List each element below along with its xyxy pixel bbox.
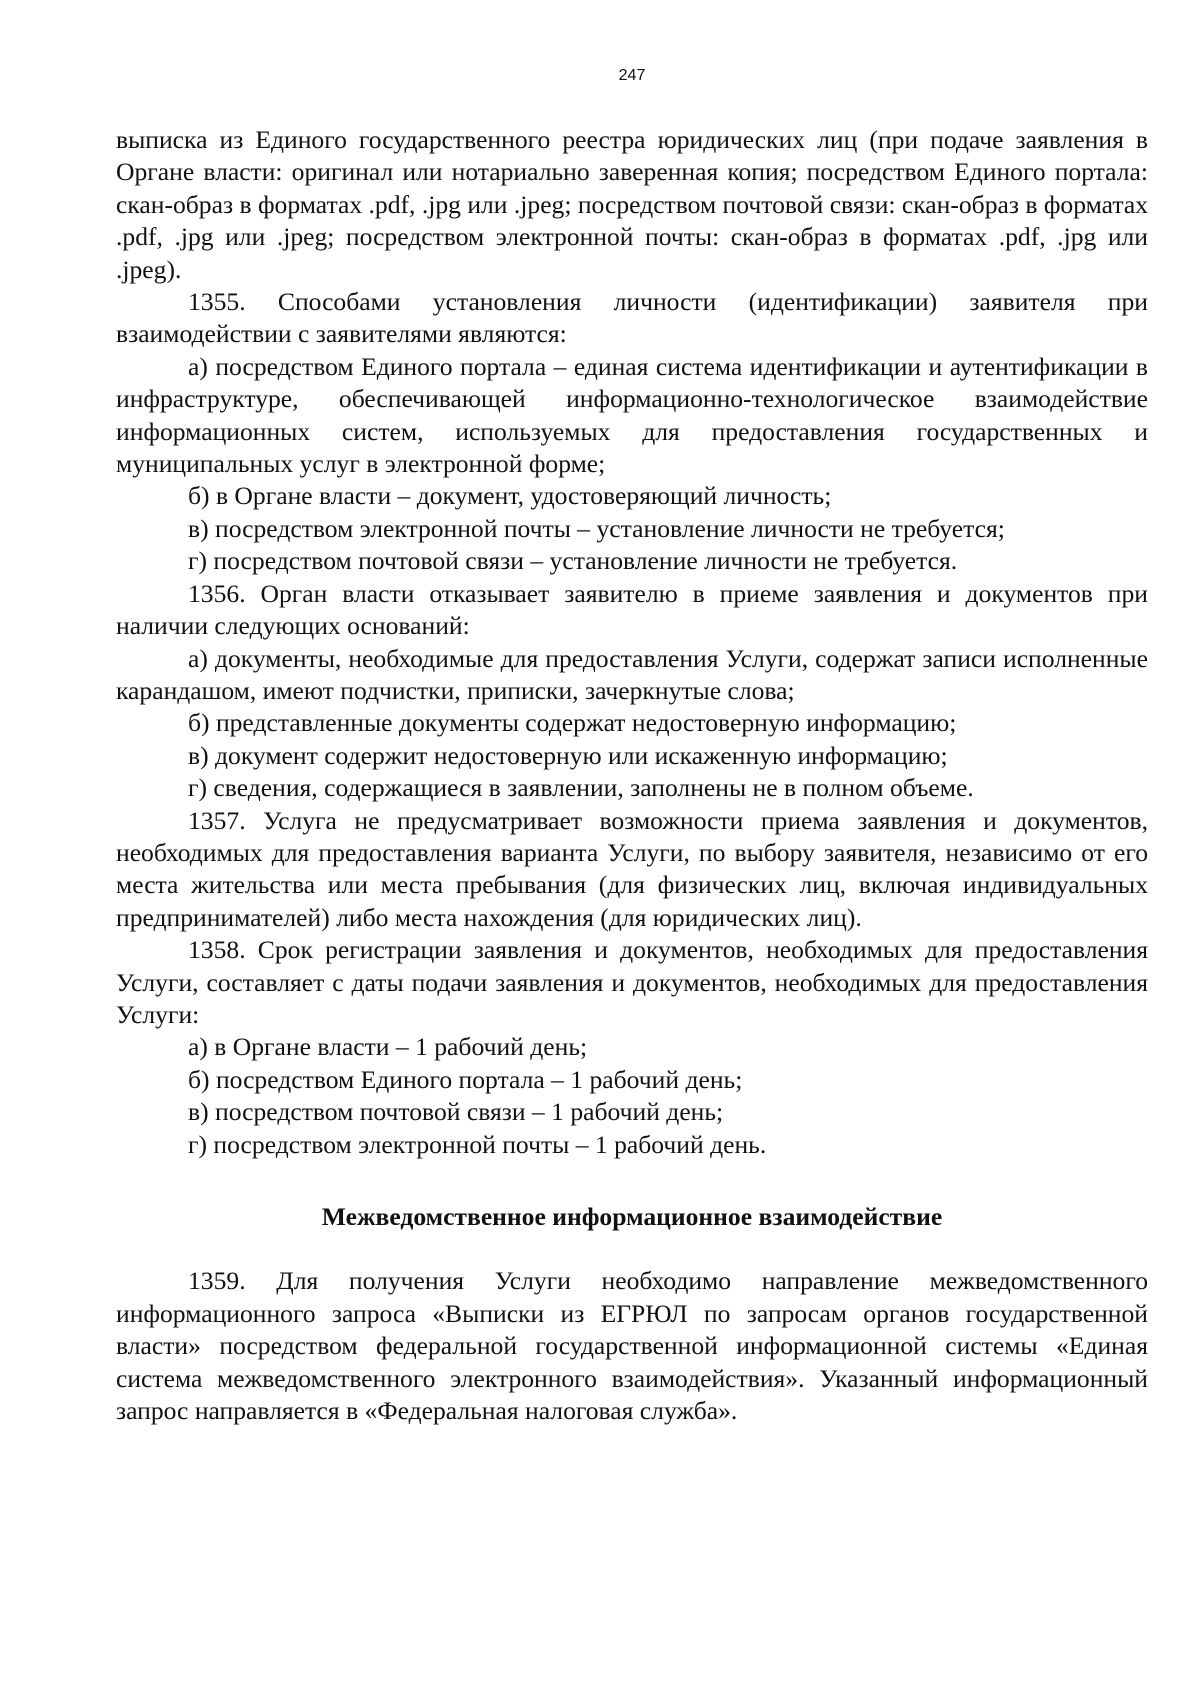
- list-item-1355-g: г) посредством почтовой связи – установление личности не требуется.: [188, 546, 958, 576]
- list-item-1355-b: б) в Органе власти – документ, удостоверяющий личность;: [188, 481, 832, 511]
- list-item-1355-a: а) посредством Единого портала – единая система идентификации и аутентификации в инфраструктуре, обеспечивающей информационно-технологическое взаимодействие информационных систем, используемых для предоставления государственных и муниципальных услуг в электронной форме;: [116, 351, 1148, 479]
- paragraph-1356: 1356. Орган власти отказывает заявителю в приеме заявления и документов при наличии следующих оснований:: [116, 578, 1148, 641]
- list-item-1355-v: в) посредством электронной почты – установление личности не требуется;: [188, 513, 1005, 543]
- list-item-1356-b: б) представленные документы содержат недостоверную информацию;: [188, 708, 957, 738]
- page-number: 247: [618, 67, 646, 84]
- list-item-1358-g: г) посредством электронной почты – 1 рабочий день.: [188, 1129, 767, 1159]
- list-item-1356-a: а) документы, необходимые для предоставления Услуги, содержат записи исполненные карандашом, имеют подчистки, приписки, зачеркнутые слова;: [116, 643, 1148, 705]
- paragraph-1357: 1357. Услуга не предусматривает возможности приема заявления и документов, необходимых для предоставления варианта Услуги, по выбору заявителя, независимо от его места жительства или места пребывания (для физических лиц, включая индивидуальных предпринимателей) либо места нахождения (для юридических лиц).: [116, 805, 1148, 932]
- paragraph-extract-egrul: выписка из Единого государственного реестра юридических лиц (при подаче заявления в Органе власти: оригинал или нотариально заверенная копия; посредством Единого портала: скан-образ в форматах .pdf, .jpg или .jpeg; посредством почтовой связи: скан-образ в форматах .pdf, .jpg или .jpeg; посредством электронной почты: скан-образ в форматах .pdf, .jpg или .jpeg).: [116, 125, 1149, 284]
- list-item-1358-b: б) посредством Единого портала – 1 рабочий день;: [188, 1064, 743, 1094]
- section-heading: Межведомственное информационное взаимодействие: [321, 1202, 943, 1231]
- list-item-1356-g: г) сведения, содержащиеся в заявлении, заполнены не в полном объеме.: [188, 773, 974, 803]
- list-item-1356-v: в) документ содержит недостоверную или искаженную информацию;: [188, 740, 948, 770]
- list-item-1358-v: в) посредством почтовой связи – 1 рабочий день;: [188, 1097, 724, 1127]
- body-text: [116, 124, 1148, 1427]
- paragraph-1359: 1359. Для получения Услуги необходимо направление межведомственного информационного запроса «Выписки из ЕГРЮЛ по запросам органов государственной власти» посредством федеральной государственной информационной системы «Единая система межведомственного электронного взаимодействия». Указанный информационный запрос направляется в «Федеральная налоговая служба».: [116, 1266, 1148, 1426]
- paragraph-1355: 1355. Способами установления личности (идентификации) заявителя при взаимодействии с заявителями являются:: [116, 287, 1148, 349]
- list-item-1358-a: а) в Органе власти – 1 рабочий день;: [188, 1032, 588, 1062]
- paragraph-1358: 1358. Срок регистрации заявления и документов, необходимых для предоставления Услуги, составляет с даты подачи заявления и документов, необходимых для предоставления Услуги:: [116, 935, 1148, 1029]
